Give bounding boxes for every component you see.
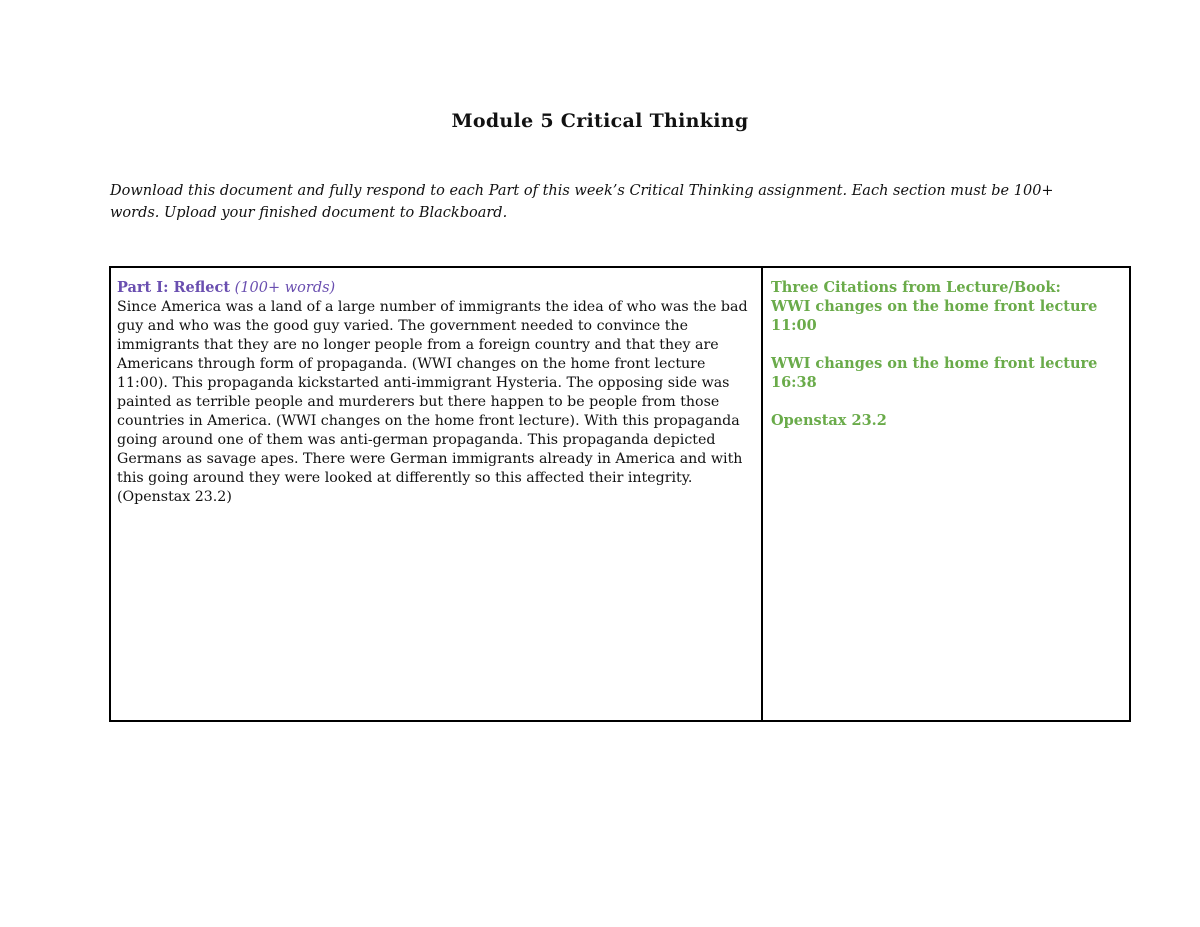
document-title: Module 5 Critical Thinking bbox=[451, 110, 749, 132]
reflect-response-text: Since America was a land of a large number of immigrants the idea of who was the bad guy and who was the good guy varied. The government needed to convince the immigrants that they are no longer people from a foreign country and that they are Americans through form of propaganda. (WWI changes on the home front lecture 11:00). This propaganda kickstarted anti-immigrant Hysteria. The opposing side was painted as terrible people and murderers but there happen to be people from those countries in America. (WWI changes on the home front lecture). With this propaganda going around one of them was anti-german propaganda. This propaganda depicted Germans as savage apes. There were German immigrants already in America and with this going around they were looked at differently so this affected their integrity.(Openstax 23.2) bbox=[117, 299, 748, 505]
part-heading bbox=[117, 278, 755, 298]
response-table bbox=[109, 266, 1131, 722]
spacer bbox=[771, 335, 1123, 354]
citation-item: WWI changes on the home front lecture 11:00 bbox=[771, 298, 1098, 334]
spacer bbox=[771, 392, 1123, 411]
part-title: Part I: Reflect bbox=[117, 279, 231, 296]
citations-cell[interactable] bbox=[763, 268, 1129, 720]
reflect-cell[interactable] bbox=[111, 268, 763, 720]
assignment-instructions: Download this document and fully respond to each Part of this week’s Critical Thinking assignment. Each section must be 100+ words. Upload your finished document to Blackboard. bbox=[110, 183, 1054, 221]
citations-heading: Three Citations from Lecture/Book: bbox=[771, 279, 1061, 296]
citation-item: WWI changes on the home front lecture 16:38 bbox=[771, 355, 1098, 391]
citations-block bbox=[771, 278, 1123, 430]
citation-item: Openstax 23.2 bbox=[771, 412, 887, 429]
word-count-note: (100+ words) bbox=[234, 280, 336, 296]
